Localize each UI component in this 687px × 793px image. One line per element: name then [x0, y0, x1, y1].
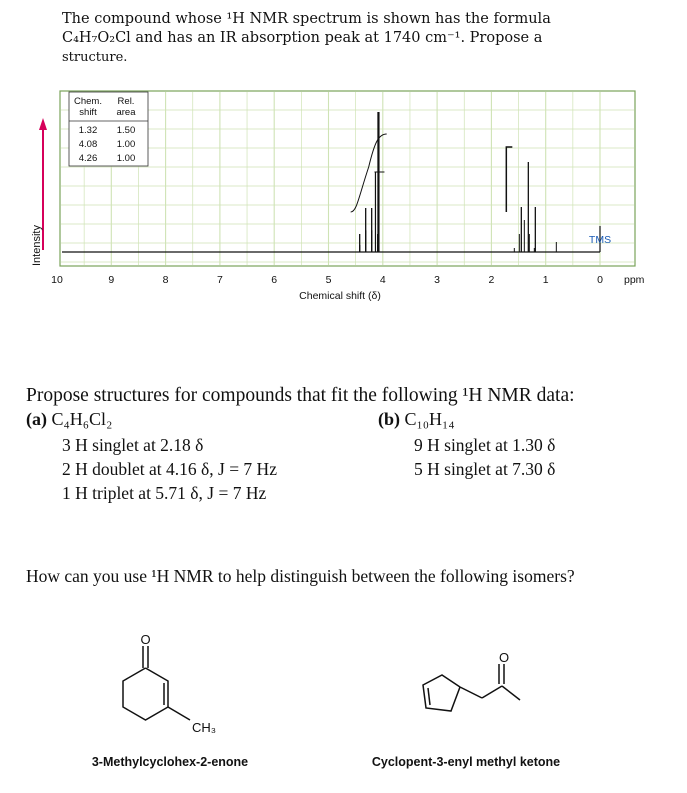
problem-3-text: How can you use ¹H NMR to help distinguish between the following isomers? [26, 566, 575, 586]
part-b-formula: C₁₀H₁₄ [404, 409, 455, 429]
table-cell-area: 1.50 [116, 125, 136, 136]
x-tick-label: 8 [162, 274, 169, 286]
table-header-rel: Rel. [117, 96, 135, 107]
part-b-line-1: 9 H singlet at 1.30 δ [414, 435, 556, 455]
x-tick-label: 1 [542, 274, 549, 286]
ketone-oxygen-label: O [140, 632, 151, 647]
x-tick-label: 4 [379, 274, 386, 286]
part-a-label: (a) [26, 409, 47, 429]
part-a-line-1: 3 H singlet at 2.18 δ [62, 435, 204, 455]
x-axis-label: Chemical shift (δ) [299, 290, 381, 302]
x-tick-label: 2 [488, 274, 495, 286]
isomer-structures [0, 620, 687, 793]
part-b-line-2: 5 H singlet at 7.30 δ [414, 459, 556, 479]
nmr-spectrum [0, 80, 687, 310]
x-tick-label: 10 [51, 274, 63, 286]
table-header-chem: Chem. [74, 96, 102, 107]
methyl-label: CH₃ [192, 720, 217, 735]
x-tick-label: 6 [271, 274, 278, 286]
table-header-shift: shift [79, 107, 97, 118]
problem-1-text [62, 10, 562, 67]
x-tick-label: 9 [108, 274, 115, 286]
problem-1-line-2: C₄H₇O₂Cl and has an IR absorption peak at 1740 cm⁻¹. Propose a [62, 30, 543, 46]
part-a-line-3: 1 H triplet at 5.71 δ, J = 7 Hz [62, 483, 267, 503]
x-tick-label: 7 [216, 274, 223, 286]
peak-table [69, 92, 148, 166]
x-unit-label: ppm [624, 274, 645, 286]
problem-1-line-3: structure. [62, 50, 128, 65]
x-tick-label: 0 [597, 274, 603, 286]
methylcyclohexenone-structure [123, 646, 190, 720]
problem-2 [26, 385, 575, 503]
tms-label: TMS [588, 234, 612, 246]
structure-name-2: Cyclopent-3-enyl methyl ketone [371, 755, 561, 769]
table-cell-area: 1.00 [116, 139, 136, 150]
y-axis-label: Intensity [31, 225, 43, 266]
part-a-formula: C₄H₆Cl₂ [51, 409, 113, 429]
part-a-header [26, 409, 112, 430]
cyclopentenyl-ketone-structure [423, 664, 520, 711]
part-b-label: (b) [378, 409, 400, 429]
ketone-oxygen-label-2: O [498, 650, 510, 665]
part-b-header [378, 409, 455, 430]
problem-2-prompt: Propose structures for compounds that fit the following ¹H NMR data: [26, 385, 575, 406]
structure-name-1: 3-Methylcyclohex-2-enone [91, 755, 249, 769]
x-tick-label: 5 [325, 274, 332, 286]
part-a-line-2: 2 H doublet at 4.16 δ, J = 7 Hz [62, 459, 277, 479]
problem-1-line-1: The compound whose ¹H NMR spectrum is shown has the formula [62, 11, 551, 27]
x-tick-label: 3 [434, 274, 441, 286]
table-cell-shift: 4.08 [78, 139, 98, 150]
intensity-arrowhead-icon [39, 118, 47, 130]
table-cell-shift: 4.26 [78, 153, 98, 164]
table-cell-shift: 1.32 [78, 125, 98, 136]
table-header-area: area [116, 107, 136, 118]
x-axis-ticks [51, 274, 603, 286]
table-cell-area: 1.00 [116, 153, 136, 164]
